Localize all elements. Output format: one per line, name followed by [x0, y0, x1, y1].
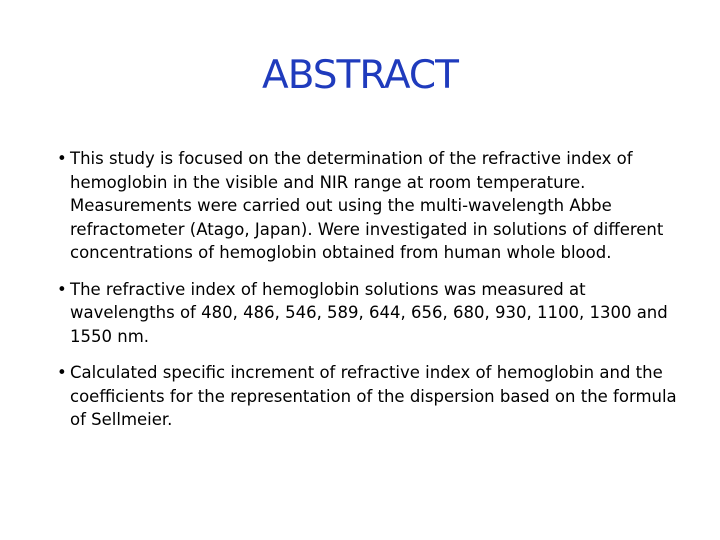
bullet-item-3 — [54, 361, 684, 432]
slide-title: ABSTRACT — [262, 53, 458, 98]
bullet-marker: • — [57, 363, 67, 382]
bullet-list — [54, 147, 684, 445]
bullet-marker: • — [57, 149, 67, 168]
bullet-text: Calculated specific increment of refractive index of hemoglobin and the coefficients for the representation of the dispersion based on the formula of Sellmeier. — [70, 363, 677, 429]
bullet-marker: • — [57, 279, 67, 299]
bullet-item-2 — [54, 278, 684, 349]
bullet-text: The refractive index of hemoglobin solutions was measured at wavelengths of 480, 486, 546, 589, 644, 656, 680, 930, 1100, 1300 and 1550 nm. — [70, 279, 668, 346]
bullet-text: This study is focused on the determination of the refractive index of hemoglobin in the visible and NIR range at room temperature. Measurements were carried out using the multi-wavelength Abbe refractometer (Atago, Japan). Were investigated in solutions of different concentrations of hemoglobin obtained from human whole blood. — [70, 149, 664, 262]
bullet-item-1 — [54, 147, 684, 265]
